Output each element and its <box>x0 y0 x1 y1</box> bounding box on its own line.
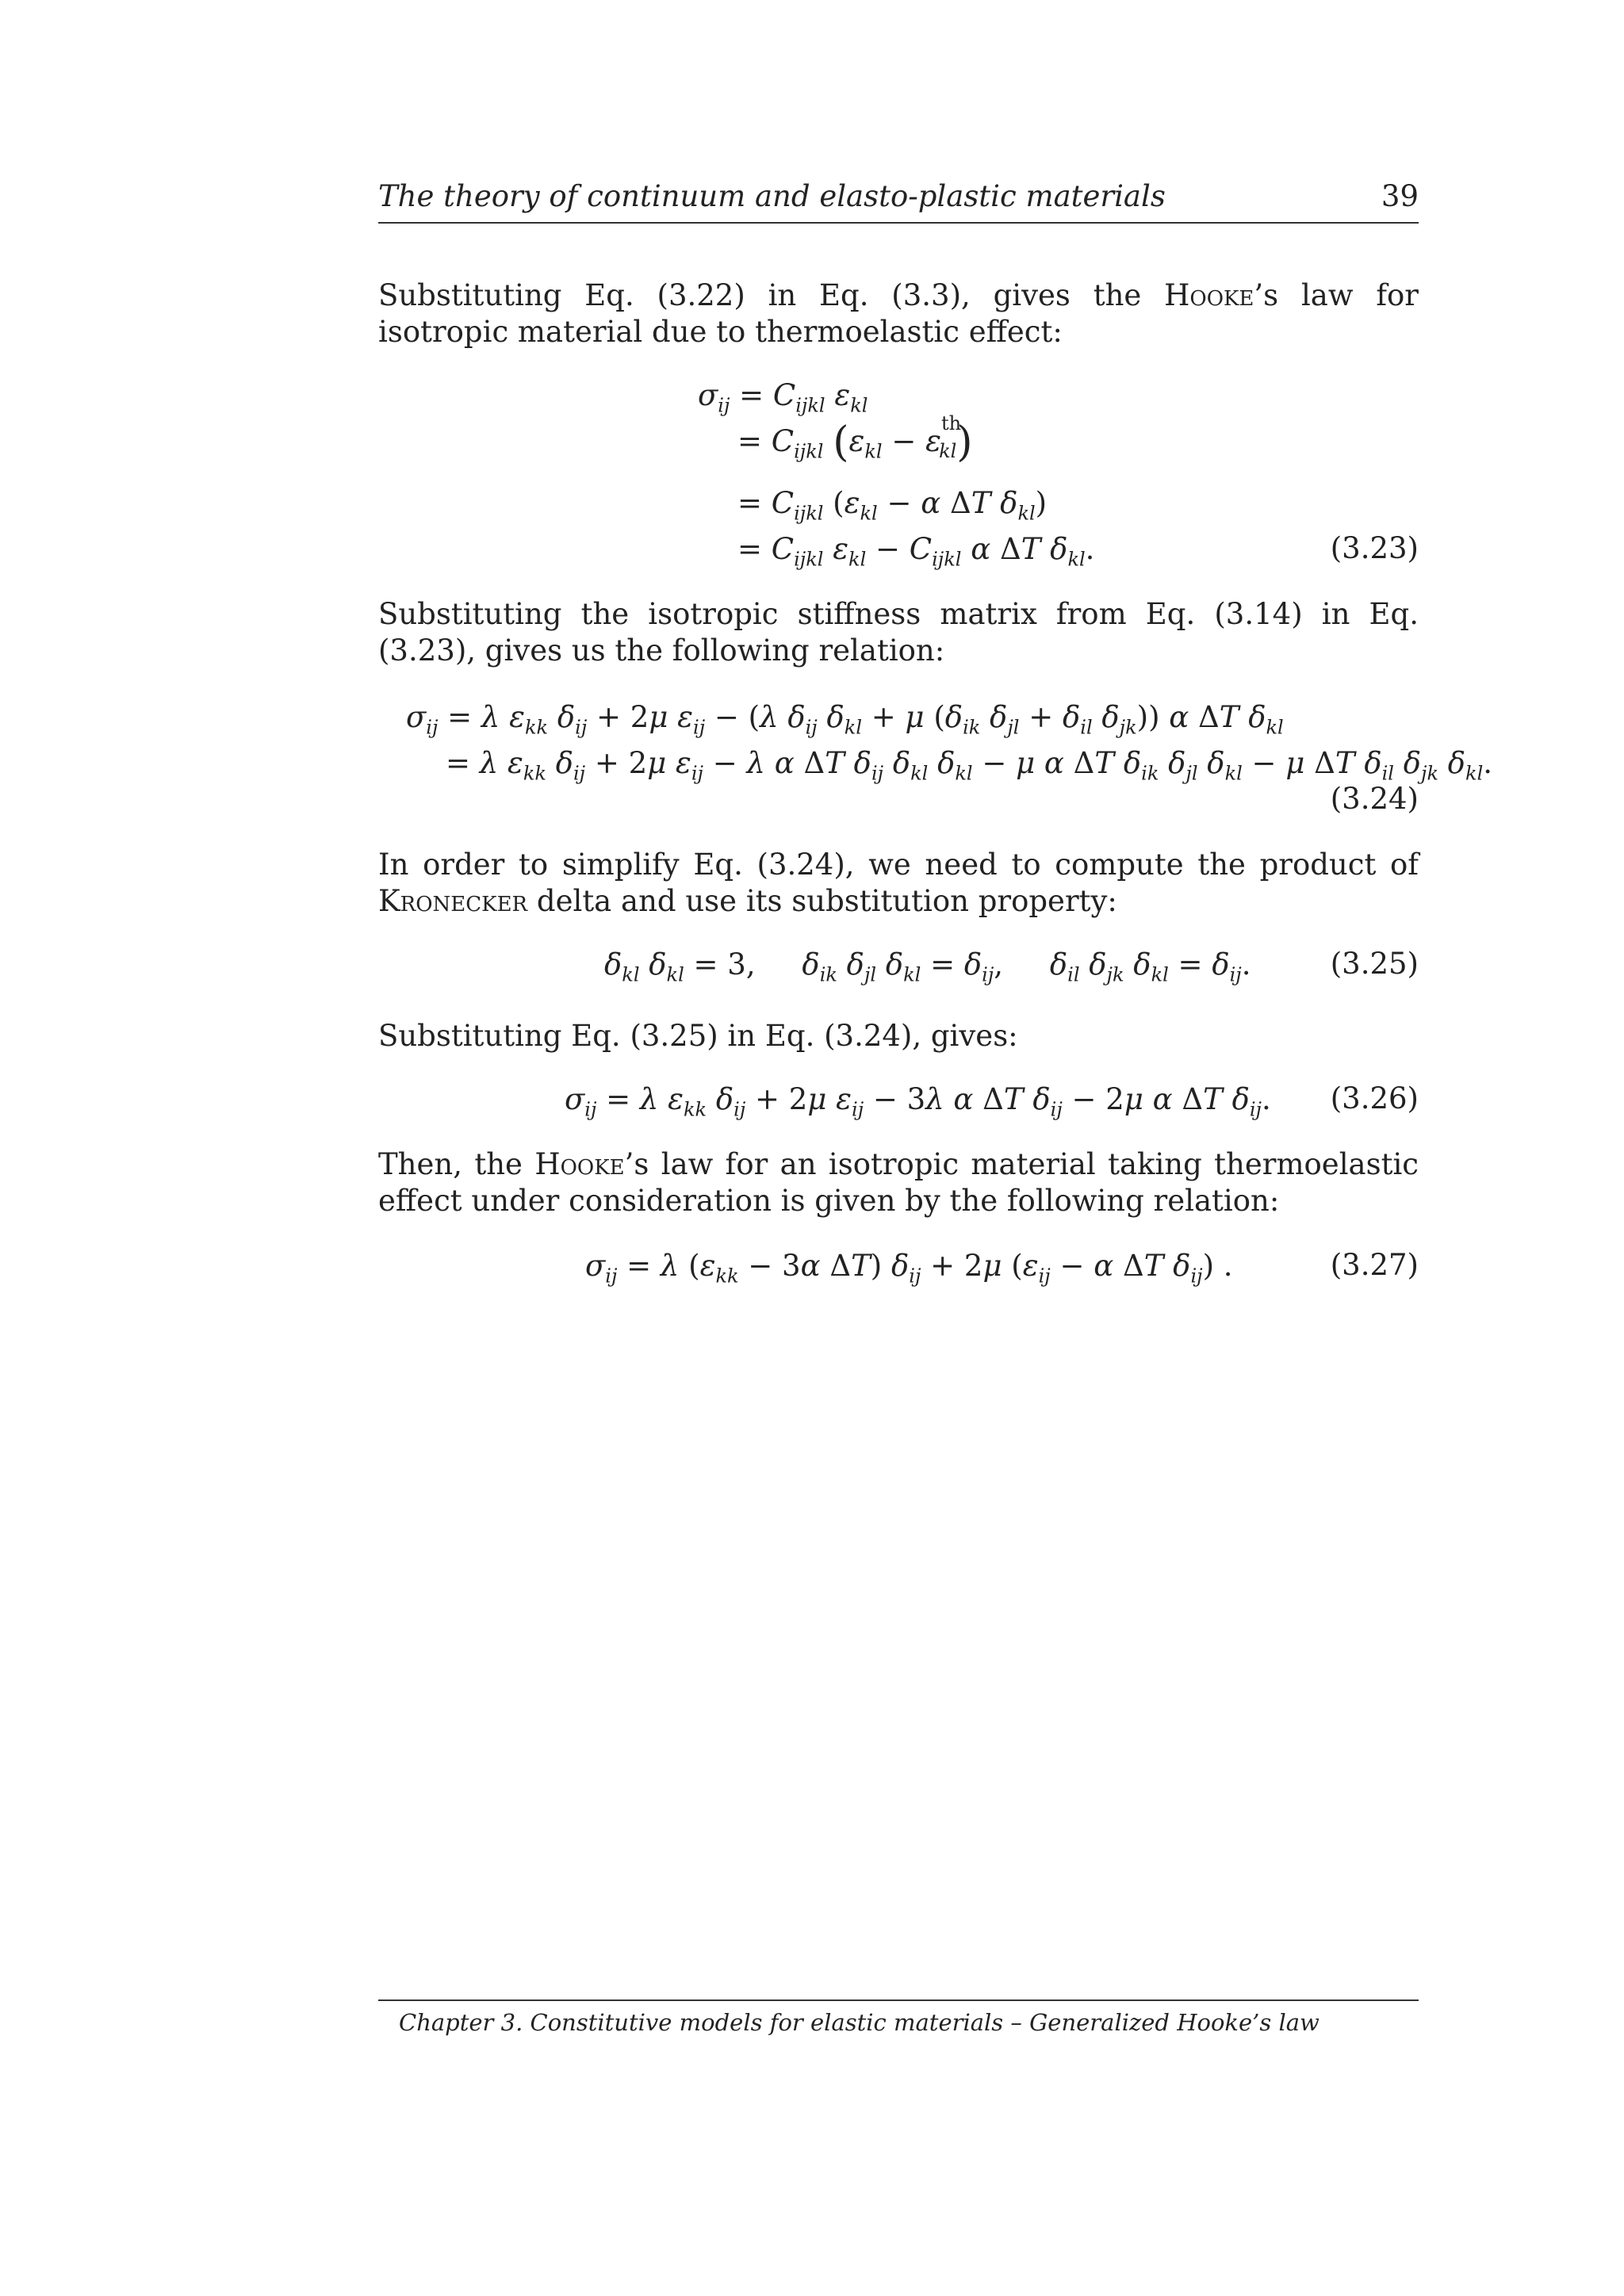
paragraph-4: Substituting Eq. (3.25) in Eq. (3.24), gives: <box>378 1019 1018 1053</box>
eq-number-3-27: (3.27) <box>1330 1248 1419 1282</box>
paragraph-1: Substituting Eq. (3.22) in Eq. (3.3), gives the Hooke’s law for isotropic material due to thermoelastic effect: <box>378 278 1419 349</box>
eq-number-3-23: (3.23) <box>1330 531 1419 565</box>
name-hooke-2: Hooke <box>534 1147 625 1181</box>
eq-3-23-line-2: = $C_{ijkl}$ $(\varepsilon_{kl} - \varepsilon^{th}_{kl})$ <box>737 411 973 466</box>
paragraph-3: In order to simplify Eq. (3.24), we need to compute the product of Kronecker delta and use its substitution property: <box>378 848 1419 918</box>
eq-3-26: $\sigma_{ij} = \lambda$ $\varepsilon_{kk}$ $\delta_{ij} + 2\mu$ $\varepsilon_{ij} - 3\lambda$ α ΔT $\delta_{ij} - 2\mu$ α ΔT $\delta_{ij}$. <box>565 1082 1271 1121</box>
eq-3-25: $\delta_{kl}$ $\delta_{kl} = 3$, $\delta_{ik}$ $\delta_{jl}$ $\delta_{kl} = \delta_{ij}$, $\delta_{il}$ $\delta_{jk}$ $\delta_{kl} = \delta_{ij}$. <box>604 947 1251 986</box>
eq-3-24-line-2: = λ $\varepsilon_{kk}$ $\delta_{ij} + 2\mu$ $\varepsilon_{ij} - \lambda$ α ΔT $\delta_{ij}$ $\delta_{kl}$ $\delta_{kl} - \mu$ α ΔT $\delta_{ik}$ $\delta_{jl}$ $\delta_{kl} - \mu$ ΔT $\delta_{il}$ $\delta_{jk}$ $\delta_{kl}$. <box>446 746 1493 785</box>
name-hooke: Hooke <box>1164 278 1254 312</box>
eq-number-3-24: (3.24) <box>1330 782 1419 816</box>
page-number: 39 <box>1381 179 1419 213</box>
eq-3-23-line-4: = $C_{ijkl}$ $\varepsilon_{kl} - C_{ijkl}$ α ΔT $\delta_{kl}$. <box>737 532 1095 571</box>
name-kronecker: Kronecker <box>378 884 528 918</box>
eq-3-27: $\sigma_{ij} = \lambda$ ($\varepsilon_{kk} - 3\alpha$ ΔT) $\delta_{ij} + 2\mu$ ($\varepsilon_{ij} - \alpha$ ΔT $\delta_{ij}$) . <box>585 1249 1233 1288</box>
running-footer: Chapter 3. Constitutive models for elastic materials – Generalized Hooke’s law <box>399 2009 1320 2036</box>
eq-number-3-26: (3.26) <box>1330 1081 1419 1115</box>
running-header <box>378 178 1419 224</box>
eq-3-23-line-1: $\sigma_{ij} = C_{ijkl}$ $\varepsilon_{kl}$ <box>698 378 868 417</box>
paragraph-2: Substituting the isotropic stiffness matrix from Eq. (3.14) in Eq. (3.23), gives us the following relation: <box>378 597 1419 668</box>
eq-3-24-line-1: $\sigma_{ij} = \lambda$ $\varepsilon_{kk}$ $\delta_{ij} + 2\mu$ $\varepsilon_{ij} - (\lambda$ $\delta_{ij}$ $\delta_{kl} + \mu$ ($\delta_{ik}$ $\delta_{jl} + \delta_{il}$ $\delta_{jk}$)) α ΔT $\delta_{kl}$ <box>406 700 1284 739</box>
eq-3-23-line-3: = $C_{ijkl}$ ($\varepsilon_{kl} - \alpha$ ΔT $\delta_{kl}$) <box>737 486 1048 525</box>
paragraph-5: Then, the Hooke’s law for an isotropic material taking thermoelastic effect under consideration is given by the following relation: <box>378 1147 1419 1218</box>
footer-rule <box>378 1999 1419 2001</box>
running-title: The theory of continuum and elasto-plastic materials <box>378 179 1166 213</box>
eq-number-3-25: (3.25) <box>1330 947 1419 981</box>
